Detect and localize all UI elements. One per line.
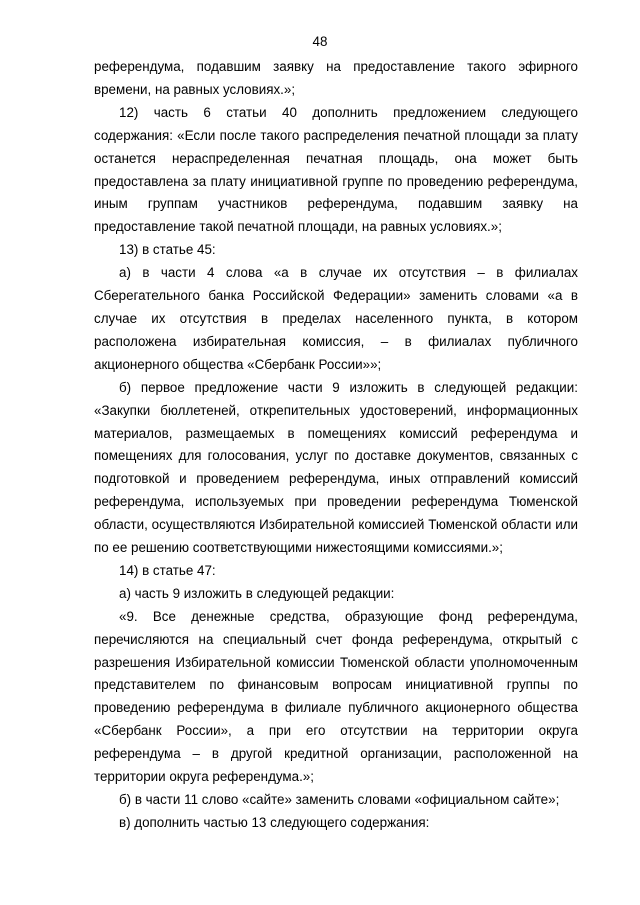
paragraph: 12) часть 6 статьи 40 дополнить предложением следующего содержания: «Если после такого распределения печатной площади за плату останется нераспределенная печатная площадь, она может быть предоставлена за плату инициативной группе по проведению референдума, иным группам участников референдума, подавшим заявку на предоставление такой печатной площади, на равных условиях.»; — [94, 104, 578, 235]
paragraph: б) в части 11 слово «сайте» заменить словами «официальном сайте»; — [119, 792, 560, 807]
page-number: 48 — [312, 34, 328, 49]
paragraph: в) дополнить частью 13 следующего содержания: — [119, 814, 430, 830]
paragraph: а) часть 9 изложить в следующей редакции: — [119, 585, 395, 601]
document-body — [94, 56, 578, 835]
paragraph: референдума, подавшим заявку на предоставление такого эфирного времени, на равных условиях.»; — [94, 59, 578, 97]
paragraph: а) в части 4 слова «а в случае их отсутствия – в филиалах Сберегательного банка Российской Федерации» заменить словами «а в случае их отсутствия в пределах населенного пункта, в котором расположена избирательная комиссия, – в филиалах публичного акционерного общества «Сбербанк России»»; — [94, 265, 578, 372]
paragraph: б) первое предложение части 9 изложить в следующей редакции: «Закупки бюллетеней, открепительных удостоверений, информационных материалов, размещаемых в помещениях комиссий референдума и помещениях для голосования, услуг по доставке документов, связанных с подготовкой и проведением референдума, иных отправлений комиссий референдума, используемых при проведении референдума Тюменской области, осуществляются Избирательной комиссией Тюменской области или по ее решению соответствующими нижестоящими комиссиями.»; — [94, 379, 578, 556]
paragraph: 13) в статье 45: — [119, 242, 216, 258]
paragraph: «9. Все денежные средства, образующие фонд референдума, перечисляются на специальный счет фонда референдума, открытый с разрешения Избирательной комиссии Тюменской области уполномоченным представителем по финансовым вопросам инициативной группы по проведению референдума в филиале публичного акционерного общества «Сбербанк России», а при его отсутствии на территории округа референдума – в другой кредитной организации, расположенной на территории округа референдума.»; — [94, 608, 578, 785]
paragraph: 14) в статье 47: — [119, 562, 216, 578]
